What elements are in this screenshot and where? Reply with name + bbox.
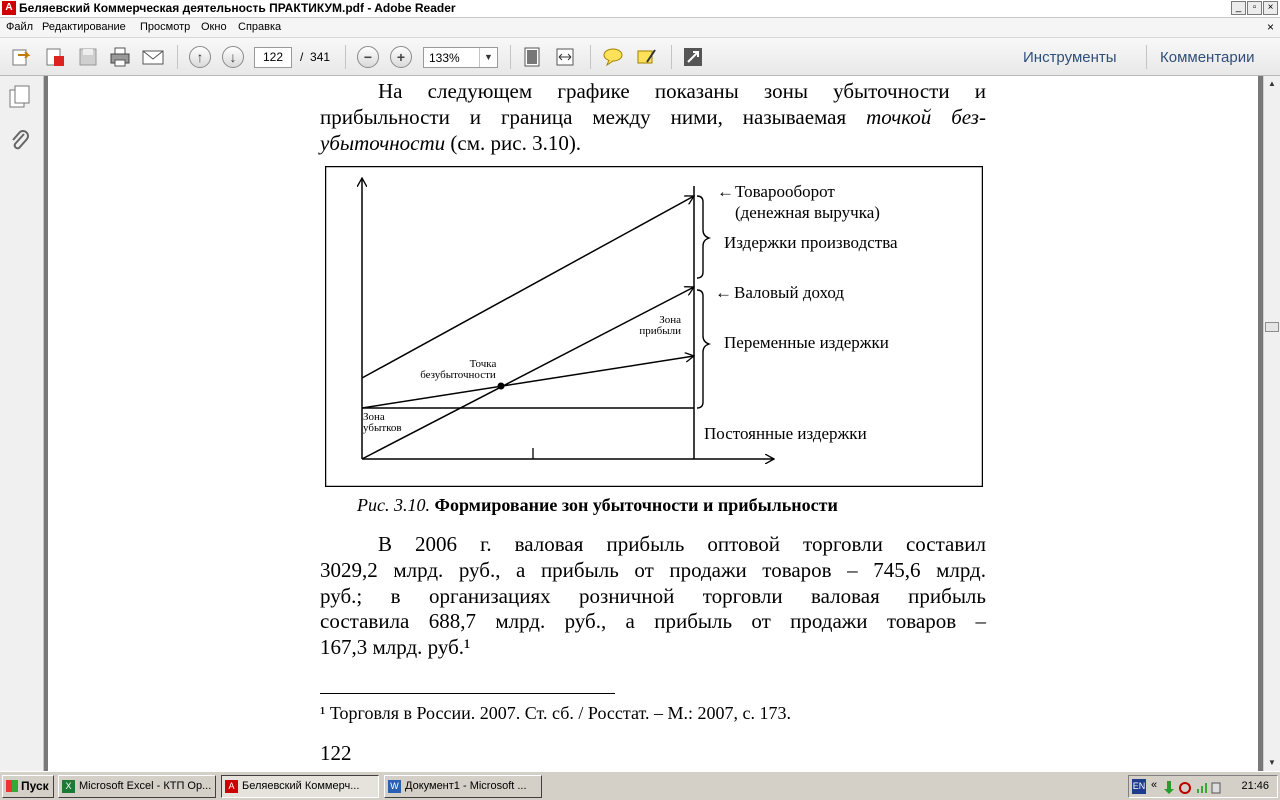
breakeven-figure xyxy=(325,166,983,487)
scroll-thumb[interactable] xyxy=(1265,322,1279,332)
label-production-costs: Издержки производства xyxy=(724,233,898,252)
tray-icons xyxy=(1163,779,1223,795)
print-icon[interactable] xyxy=(107,44,133,70)
open-icon[interactable] xyxy=(8,44,34,70)
menu-file[interactable]: Файл xyxy=(6,21,34,33)
chevron-down-icon[interactable]: ▼ xyxy=(479,48,497,67)
maximize-button[interactable]: ▫ xyxy=(1247,1,1262,15)
comments-link[interactable]: Комментарии xyxy=(1160,49,1255,66)
footnote: ¹ Торговля в России. 2007. Ст. сб. / Росстат. – М.: 2007, с. 173. xyxy=(320,703,792,723)
para1-italic-a: точкой без- xyxy=(866,105,986,129)
footnote-divider xyxy=(320,693,615,694)
pages-icon[interactable] xyxy=(8,84,32,113)
minimize-button[interactable]: _ xyxy=(1231,1,1246,15)
navigation-panel xyxy=(0,76,44,771)
plus-icon: + xyxy=(390,46,412,68)
para1-text-3: (см. рис. 3.10). xyxy=(450,131,582,155)
paragraph-1-line-3 xyxy=(320,130,986,156)
menu-view[interactable]: Просмотр xyxy=(140,21,191,33)
tray-expand-icon[interactable]: « xyxy=(1151,779,1158,791)
vertical-scrollbar[interactable] xyxy=(1263,76,1280,771)
menu-bar xyxy=(0,18,1280,38)
email-icon[interactable] xyxy=(140,44,166,70)
figure-caption xyxy=(357,495,838,516)
language-indicator[interactable]: EN xyxy=(1132,779,1146,794)
task-word-label: Документ1 - Microsoft ... xyxy=(405,780,527,792)
label-variable-costs: Переменные издержки xyxy=(724,333,889,352)
task-adobe-label: Беляевский Коммерч... xyxy=(242,780,360,792)
caption-title: Формирование зон убыточности и прибыльности xyxy=(434,495,838,515)
label-profit-zone-1: Зона xyxy=(659,314,681,326)
label-turnover-arrow: ← xyxy=(717,182,734,201)
zoom-out-button[interactable] xyxy=(355,44,381,70)
minus-icon: − xyxy=(357,46,379,68)
save-icon[interactable] xyxy=(75,44,101,70)
excel-icon: X xyxy=(62,780,75,793)
task-excel[interactable] xyxy=(58,775,216,798)
label-loss-zone-1: Зона xyxy=(363,411,385,423)
fit-width-icon[interactable] xyxy=(552,44,578,70)
zoom-value: 133% xyxy=(429,51,460,65)
window-title: Беляевский Коммерческая деятельность ПРАКТИКУМ.pdf - Adobe Reader xyxy=(19,1,456,15)
menu-help[interactable]: Справка xyxy=(238,21,282,33)
system-tray xyxy=(1128,775,1278,798)
paragraph-1-line-1: На следующем графике показаны зоны убыточности и xyxy=(378,79,986,103)
menu-edit[interactable]: Редактирование xyxy=(42,21,126,33)
adobe-icon: A xyxy=(225,780,238,793)
label-fixed-costs: Постоянные издержки xyxy=(704,424,867,443)
attachments-icon[interactable] xyxy=(8,128,32,157)
paragraph-2-line-4: составила 688,7 млрд. руб., а прибыль от продажи товаров – xyxy=(320,609,986,633)
scroll-down-icon[interactable]: ▼ xyxy=(1268,758,1276,767)
paragraph-2-line-1: В 2006 г. валовая прибыль оптовой торговли составил xyxy=(378,532,986,556)
label-profit-zone-2: прибыли xyxy=(639,325,681,337)
caption-number: Рис. 3.10. xyxy=(357,495,430,515)
paragraph-2-line-5: 167,3 млрд. руб.¹ xyxy=(320,635,471,659)
sticky-note-icon[interactable] xyxy=(600,44,626,70)
taskbar xyxy=(0,771,1280,800)
title-bar xyxy=(0,0,1280,18)
para1-text-2: прибыльности и граница между ними, называемая xyxy=(320,105,847,129)
page-separator: / xyxy=(300,50,304,64)
scroll-up-icon[interactable]: ▲ xyxy=(1268,79,1276,88)
task-adobe-reader[interactable] xyxy=(221,775,379,798)
menu-window[interactable]: Окно xyxy=(201,21,227,33)
zoom-select[interactable] xyxy=(423,47,498,68)
label-breakeven-2: безубыточности xyxy=(420,369,496,381)
label-turnover-1: Товарооборот xyxy=(735,182,835,201)
fit-page-icon[interactable] xyxy=(519,44,545,70)
task-word[interactable] xyxy=(384,775,542,798)
label-turnover-2: (денежная выручка) xyxy=(735,203,880,222)
adobe-reader-icon: A xyxy=(2,1,16,15)
paragraph-1-line-2 xyxy=(320,104,986,130)
close-button[interactable]: × xyxy=(1263,1,1278,15)
toolbar xyxy=(0,38,1280,76)
label-breakeven-1: Точка xyxy=(469,358,497,370)
window-controls xyxy=(1231,1,1278,15)
fullscreen-icon[interactable] xyxy=(680,44,706,70)
page-total-value: 341 xyxy=(310,50,331,64)
arrow-up-icon: ↑ xyxy=(189,46,211,68)
label-loss-zone-2: убытков xyxy=(363,422,402,434)
page-number-input[interactable]: 122 xyxy=(254,47,292,68)
document-close-icon[interactable]: × xyxy=(1266,20,1274,34)
highlight-text-icon[interactable] xyxy=(633,44,659,70)
task-excel-label: Microsoft Excel - КТП Ор... xyxy=(79,780,212,792)
paragraph-2-line-2: 3029,2 млрд. руб., а прибыль от продажи товаров – 745,6 млрд. xyxy=(320,558,986,582)
page-number: 122 xyxy=(320,741,352,765)
label-gross-income-arrow: ← xyxy=(715,283,732,302)
next-page-button[interactable] xyxy=(220,44,246,70)
zoom-in-button[interactable] xyxy=(388,44,414,70)
arrow-down-icon: ↓ xyxy=(222,46,244,68)
paragraph-2-line-3: руб.; в организациях розничной торговли валовая прибыль xyxy=(320,584,986,608)
create-pdf-icon[interactable] xyxy=(42,44,68,70)
label-gross-income: Валовый доход xyxy=(734,283,845,302)
para1-italic-b: убыточности xyxy=(320,131,446,155)
word-icon: W xyxy=(388,780,401,793)
prev-page-button[interactable] xyxy=(187,44,213,70)
page-total xyxy=(300,50,330,64)
start-button[interactable]: Пуск xyxy=(2,775,54,798)
breakeven-point xyxy=(498,383,505,390)
clock: 21:46 xyxy=(1241,780,1269,792)
tools-link[interactable]: Инструменты xyxy=(1023,49,1117,66)
